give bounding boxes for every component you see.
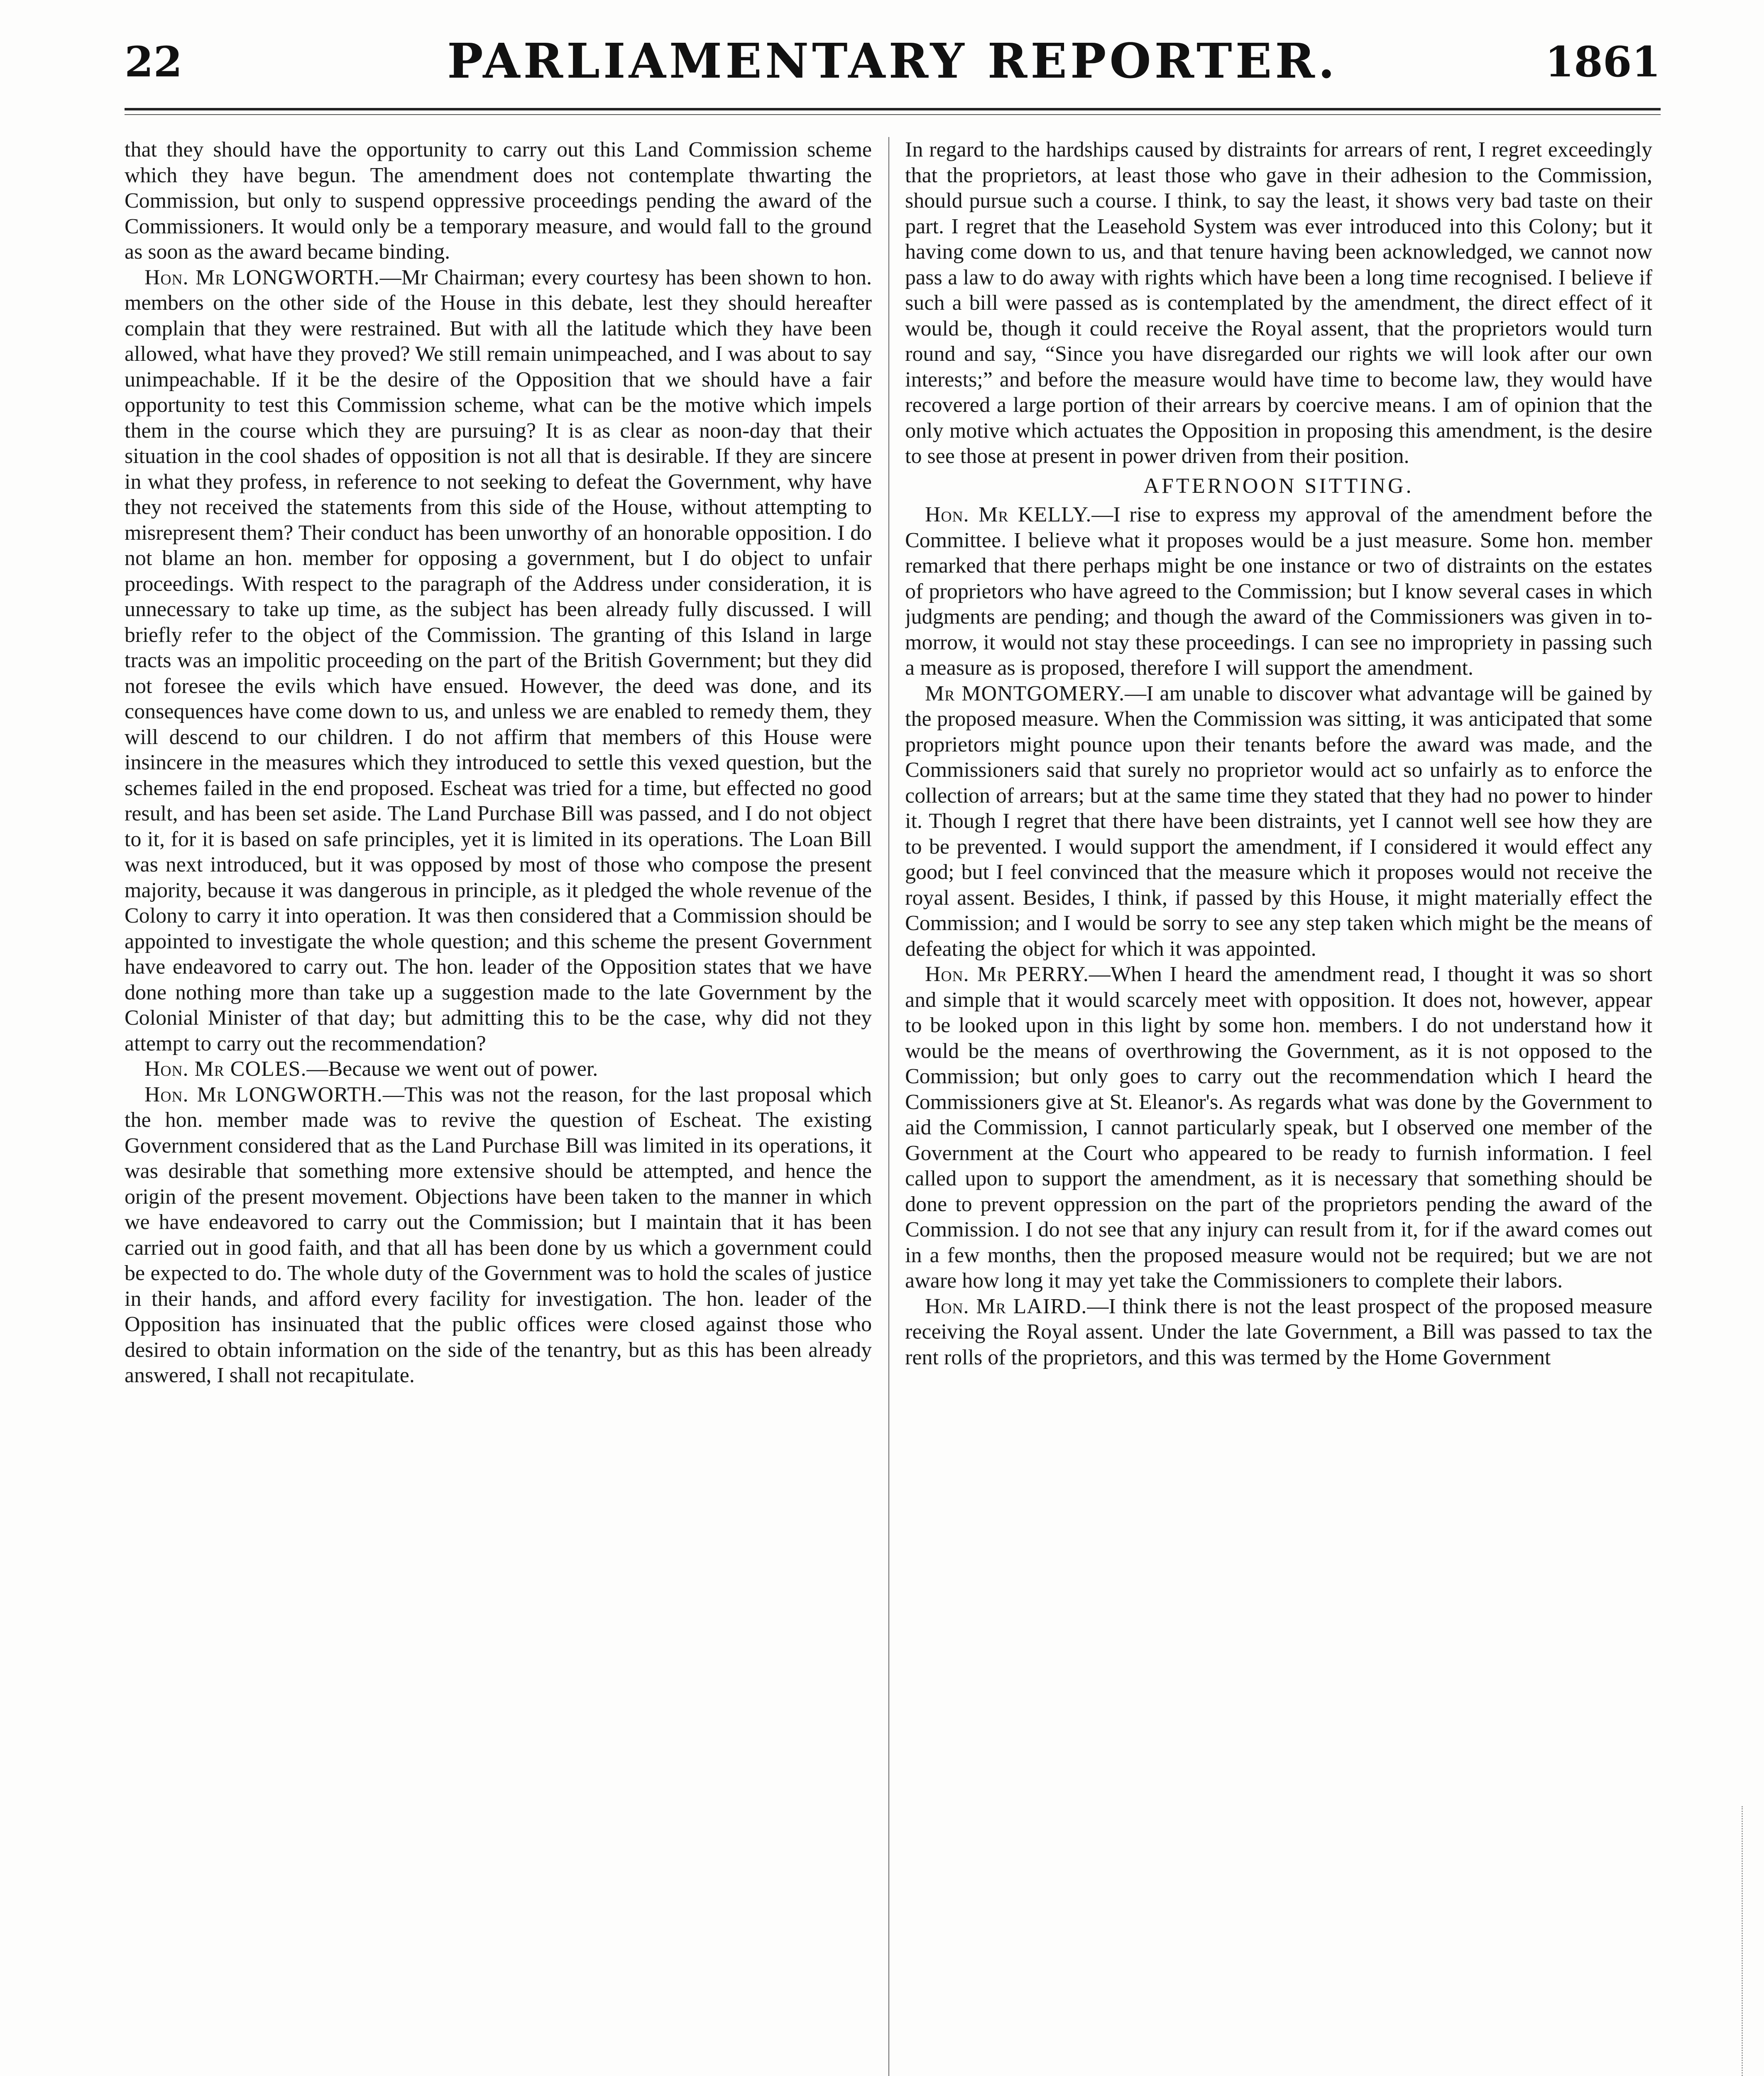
scan-margin-artifact <box>1742 1806 1743 2076</box>
header-year: 1861 <box>1545 37 1661 86</box>
header-rule-thin <box>125 114 1661 115</box>
speech-text: —I rise to express my approval of the amendment before the Committee. I believe what it proposes would be a just measure. Some hon. member remarked that there perhaps might be one instance or two of distraints on the estates of proprietors who have agreed to the Commission; but I know several cases in which judgments are pending; and though the award of the Commissioners was given in to-morrow, it would not stay these proceedings. I can see no impropriety in passing such a measure as is proposed, therefore I will support the amendment. <box>905 503 1652 680</box>
column-divider <box>888 137 889 2076</box>
paragraph-text: In regard to the hardships caused by distraints for arrears of rent, I regret exceedingly that the proprietors, at least those who gave in their adhesion to the Commission, should pursue such a course. I think, to say the least, it shows very bad taste on their part. I regret that the Leasehold System was ever introduced into this Colony; but it having come down to us, and that tenure having been acknowledged, we cannot now pass a law to do away with rights which have been a long time recognised. I believe if such a bill were passed as is contemplated by the amendment, the direct effect of it would be, though it could receive the Royal assent, that the proprietors would turn round and say, “Since you have disregarded our rights we will look after our own interests;” and before the measure would have time to become law, they would have recovered a large portion of their arrears by coercive means. I am of opinion that the only motive which actuates the Opposition in proposing this amendment, is the desire to see those at present in power driven from their position. <box>905 138 1652 468</box>
page-number: 22 <box>125 37 183 86</box>
page-header <box>125 33 1661 104</box>
speech-text: —I am unable to discover what advantage will be gained by the proposed measure. When the Commission was sitting, it was anticipated that some proprietors might pounce upon their tenants before the award was made, and the Commissioners said that surely no proprietor would act so unfairly as to enforce the collection of arrears; but at the same time they stated that they had no power to hinder it. Though I regret that there have been distraints, yet I cannot well see how they are to be prevented. I would support the amendment, if I considered it would effect any good; but I feel convinced that the measure which it proposes would not receive the royal assent. Besides, I think, if passed by this House, it might materially effect the Commission; and I would be sorry to see any step taken which might be the means of defeating the object for which it was appointed. <box>905 681 1652 961</box>
speech-text: —Because we went out of power. <box>306 1057 598 1081</box>
speaker-name: Hon. Mr LONGWORTH. <box>144 1082 383 1107</box>
speech-text: —When I heard the amendment read, I thought it was so short and simple that it would scarcely meet with opposition. It does not, however, appear to be looked upon in this light by some hon. members. I do not understand how it would be the means of overthrowing the Government, as it is not opposed to the Commission; but only goes to carry out the recommendation which I heard the Commissioners give at St. Eleanor's. As regards what was done by the Government to aid the Commission, I cannot particularly speak, but I observed one member of the Government at the Court who appeared to be ready to furnish information. I feel called upon to support the amendment, as it is necessary that something should be done to prevent oppression on the part of the proprietors pending the award of the Commission. I do not see that any injury can result from it, for if the award comes out in a few months, then the proposed measure would not be required; but we are not aware how long it may yet take the Commissioners to complete their labors. <box>905 962 1652 1293</box>
speech <box>905 962 1652 1294</box>
header-rule <box>125 108 1661 110</box>
paragraph <box>125 137 872 265</box>
speaker-name: Hon. Mr KELLY. <box>925 503 1092 526</box>
right-column <box>905 137 1652 2076</box>
speech <box>905 681 1652 962</box>
speaker-name: Hon. Mr LONGWORTH. <box>144 265 380 289</box>
speech <box>905 1294 1652 1371</box>
speech-text: —I think there is not the least prospect of the proposed measure receiving the Royal assent. Under the late Government, a Bill was passed to tax the rent rolls of the proprietors, and this was termed by the Home Government <box>905 1294 1652 1369</box>
speech <box>125 1082 872 1388</box>
left-column <box>125 137 872 2076</box>
paragraph-text: that they should have the opportunity to carry out this Land Commission scheme which they have begun. The amendment does not contemplate thwarting the Commission, but only to suspend oppressive proceedings pending the award of the Commissioners. It would only be a temporary measure, and would fall to the ground as soon as the award became binding. <box>125 138 872 264</box>
speaker-name: Mr MONTGOMERY. <box>925 681 1125 705</box>
speaker-name: Hon. Mr PERRY. <box>925 962 1089 986</box>
speech <box>905 502 1652 681</box>
speaker-name: Hon. Mr LAIRD. <box>925 1294 1087 1318</box>
paragraph <box>905 137 1652 469</box>
section-heading: AFTERNOON SITTING. <box>1143 474 1414 498</box>
speech <box>125 1056 872 1082</box>
running-title: PARLIAMENTARY REPORTER. <box>447 33 1338 89</box>
speech-text: —This was not the reason, for the last proposal which the hon. member made was to revive the question of Escheat. The existing Government considered that as the Land Purchase Bill was limited in its operations, it was desirable that something more extensive should be attempted, and hence the origin of the present movement. Objections have been taken to the manner in which we have endeavored to carry out the Commission; but I maintain that it has been carried out in good faith, and that all has been done by us which a government could be expected to do. The whole duty of the Government was to hold the scales of justice in their hands, and afford every facility for investigation. The hon. leader of the Opposition has insinuated that the public offices were closed against those who desired to obtain information on the side of the tenantry, but as this has been already answered, I shall not recapitulate. <box>125 1082 872 1387</box>
speech-text: —Mr Chairman; every courtesy has been shown to hon. members on the other side of the House in this debate, lest they should hereafter complain that they were restrained. But with all the latitude which they have been allowed, what have they proved? We still remain unimpeached, and I was about to say unimpeachable. If it be the desire of the Opposition that we should have a fair opportunity to test this Commission scheme, what can be the motive which impels them in the course which they are pursuing? It is as clear as noon-day that their situation in the cool shades of opposition is not all that is desirable. If they are sincere in what they profess, in reference to not seeking to defeat the Government, why have they not received the statements from this side of the House, without attempting to misrepresent them? Their conduct has been unworthy of an honorable opposition. I do not blame an hon. member for opposing a government, but I do object to unfair proceedings. With respect to the paragraph of the Address under consideration, it is unnecessary to take up time, as the subject has been already fully discussed. I will briefly refer to the object of the Commission. The granting of this Island in large tracts was an impolitic proceeding on the part of the British Government; but they did not foresee the evils which have ensued. However, the deed was done, and its consequences have come down to us, and unless we are enabled to remedy them, they will descend to our children. I do not affirm that members of this House were insincere in the measures which they introduced to settle this vexed question, but the schemes failed in the end proposed. Escheat was tried for a time, but effected no good result, and has been set aside. The Land Purchase Bill was passed, and I do not object to it, for it is based on safe principles, yet it is limited in its operations. The Loan Bill was next introduced, but it was opposed by most of those who compose the present majority, because it was dangerous in principle, as it pledged the whole revenue of the Colony to carry it into operation. It was then considered that a Commission should be appointed to investigate the whole question; and this scheme the present Government have endeavored to carry out. The hon. leader of the Opposition states that we have done nothing more than take up a suggestion made to the late Government by the Colonial Minister of that day; but admitting this to be the case, why did not they attempt to carry out the recommendation? <box>125 265 872 1055</box>
speech <box>125 265 872 1057</box>
speaker-name: Hon. Mr COLES. <box>144 1057 307 1081</box>
